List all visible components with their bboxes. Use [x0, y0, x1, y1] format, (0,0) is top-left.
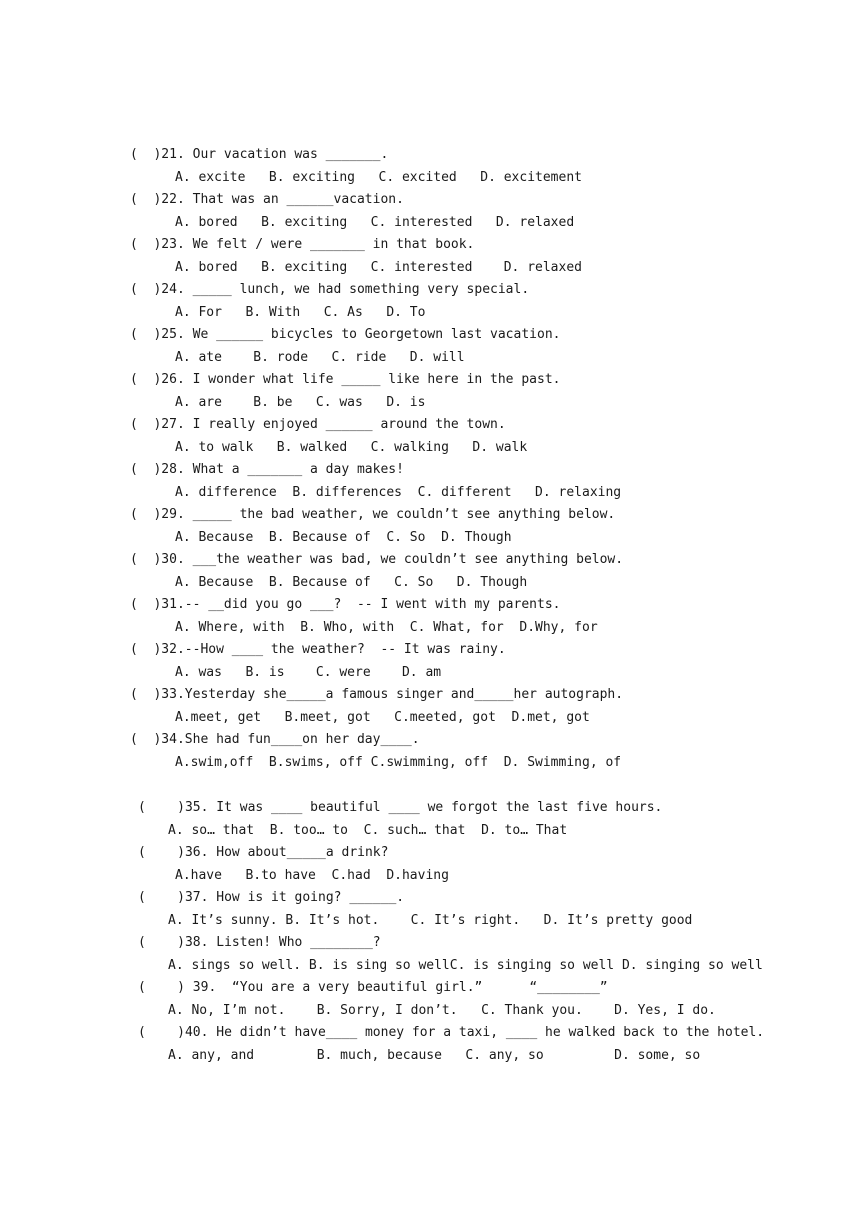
question-39: ( ) 39. “You are a very beautiful girl.” “________”	[138, 980, 608, 995]
options-40: A. any, and B. much, because C. any, so D. some, so	[168, 1048, 701, 1063]
question-23: ( )23. We felt / were _______ in that book.	[130, 237, 475, 252]
question-34: ( )34.She had fun____on her day____.	[130, 732, 420, 747]
question-28: ( )28. What a _______ a day makes!	[130, 462, 404, 477]
options-31: A. Where, with B. Who, with C. What, for D.Why, for	[175, 620, 598, 635]
options-26: A. are B. be C. was D. is	[175, 395, 426, 410]
question-27: ( )27. I really enjoyed ______ around the town.	[130, 417, 506, 432]
options-28: A. difference B. differences C. different D. relaxing	[175, 485, 622, 500]
options-32: A. was B. is C. were D. am	[175, 665, 442, 680]
question-30: ( )30. ___the weather was bad, we couldn’t see anything below.	[130, 552, 624, 567]
question-29: ( )29. _____ the bad weather, we couldn’t see anything below.	[130, 507, 616, 522]
options-36: A.have B.to have C.had D.having	[175, 868, 449, 883]
question-35: ( )35. It was ____ beautiful ____ we forgot the last five hours.	[138, 800, 663, 815]
question-24: ( )24. _____ lunch, we had something very special.	[130, 282, 530, 297]
options-24: A. For B. With C. As D. To	[175, 305, 426, 320]
options-25: A. ate B. rode C. ride D. will	[175, 350, 465, 365]
question-21: ( )21. Our vacation was _______.	[130, 147, 389, 162]
options-23: A. bored B. exciting C. interested D. relaxed	[175, 260, 582, 275]
question-22: ( )22. That was an ______vacation.	[130, 192, 404, 207]
options-30: A. Because B. Because of C. So D. Though	[175, 575, 528, 590]
question-26: ( )26. I wonder what life _____ like here in the past.	[130, 372, 561, 387]
question-32: ( )32.--How ____ the weather? -- It was rainy.	[130, 642, 506, 657]
options-38: A. sings so well. B. is sing so wellC. is singing so well D. singing so well	[168, 958, 763, 973]
question-25: ( )25. We ______ bicycles to Georgetown last vacation.	[130, 327, 561, 342]
options-35: A. so… that B. too… to C. such… that D. to… That	[168, 823, 568, 838]
options-27: A. to walk B. walked C. walking D. walk	[175, 440, 528, 455]
options-22: A. bored B. exciting C. interested D. relaxed	[175, 215, 575, 230]
options-39: A. No, I’m not. B. Sorry, I don’t. C. Thank you. D. Yes, I do.	[168, 1003, 716, 1018]
options-33: A.meet, get B.meet, got C.meeted, got D.met, got	[175, 710, 590, 725]
options-21: A. excite B. exciting C. excited D. excitement	[175, 170, 582, 185]
options-34: A.swim,off B.swims, off C.swimming, off D. Swimming, of	[175, 755, 622, 770]
options-29: A. Because B. Because of C. So D. Though	[175, 530, 512, 545]
question-36: ( )36. How about_____a drink?	[138, 845, 389, 860]
question-40: ( )40. He didn’t have____ money for a taxi, ____ he walked back to the hotel.	[138, 1025, 765, 1040]
options-37: A. It’s sunny. B. It’s hot. C. It’s right. D. It’s pretty good	[168, 913, 693, 928]
question-37: ( )37. How is it going? ______.	[138, 890, 405, 905]
question-38: ( )38. Listen! Who ________?	[138, 935, 381, 950]
question-31: ( )31.-- __did you go ___? -- I went with my parents.	[130, 597, 561, 612]
question-33: ( )33.Yesterday she_____a famous singer and_____her autograph.	[130, 687, 624, 702]
